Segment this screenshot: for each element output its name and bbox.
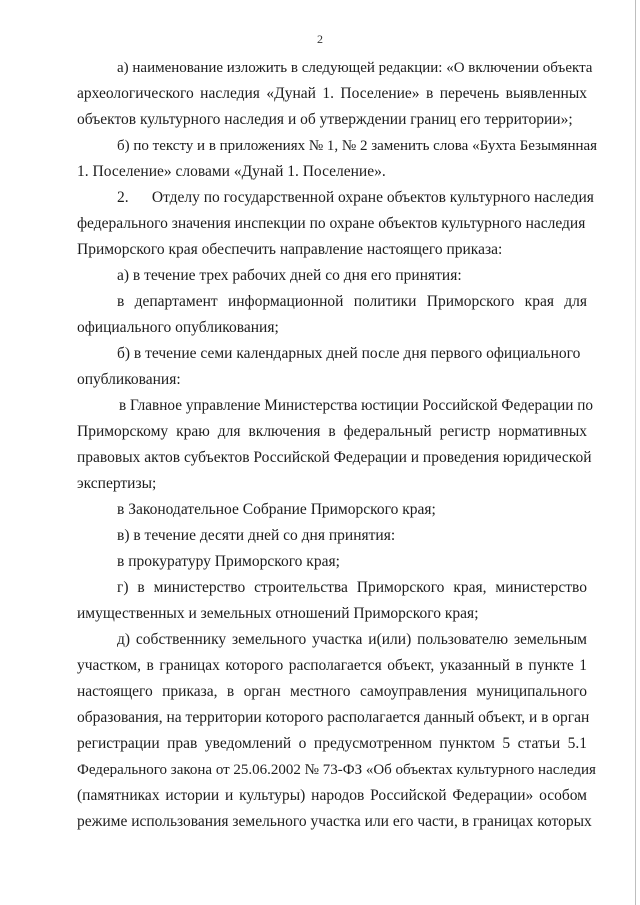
text-line: (памятниках истории и культуры) народов Российской Федерации» особом: [77, 787, 587, 804]
text-line: Федерального закона от 25.06.2002 № 73-ФЗ «Об объектах культурного наследия: [77, 762, 596, 778]
text-line: участком, в границах которого располагается объект, указанный в пункте 1: [77, 657, 587, 674]
text-line: в) в течение десяти дней со дня принятия:: [117, 527, 396, 544]
text-line: настоящего приказа, в орган местного самоуправления муниципального: [77, 683, 587, 700]
text-line: г) в министерство строительства Приморского края, министерство: [117, 579, 587, 596]
text-line: в Законодательное Собрание Приморского края;: [117, 501, 436, 518]
text-line: правовых актов субъектов Российской Федерации и проведения юридической: [77, 449, 592, 466]
text-line: в Главное управление Министерства юстиции Российской Федерации по: [119, 397, 594, 414]
text-line: образования, на территории которого располагается данный объект, и в орган: [77, 709, 590, 726]
page-number: 2: [317, 32, 323, 46]
text-line: Приморскому краю для включения в федеральный регистр нормативных: [77, 423, 587, 440]
text-line: официального опубликования;: [77, 319, 279, 336]
text-line: 1. Поселение» словами «Дунай 1. Поселение».: [77, 163, 386, 180]
text-line: д) собственнику земельного участка и(или) пользователю земельным: [117, 631, 587, 648]
text-line: опубликования:: [77, 371, 181, 388]
text-line: б) в течение семи календарных дней после дня первого официального: [117, 345, 581, 362]
text-line: археологического наследия «Дунай 1. Поселение» в перечень выявленных: [77, 85, 587, 102]
text-line: экспертизы;: [77, 475, 157, 492]
text-line: регистрации прав уведомлений о предусмотренном пунктом 5 статьи 5.1: [77, 735, 587, 752]
text-line: 2. Отделу по государственной охране объектов культурного наследия: [117, 189, 594, 206]
text-line: объектов культурного наследия и об утверждении границ его территории»;: [77, 111, 573, 128]
text-line: в прокуратуру Приморского края;: [117, 553, 340, 570]
text-line: имущественных и земельных отношений Приморского края;: [77, 605, 479, 622]
page-edge-line: [635, 0, 636, 905]
text-line: а) в течение трех рабочих дней со дня его принятия:: [117, 267, 462, 284]
text-line: б) по тексту и в приложениях № 1, № 2 заменить слова «Бухта Безымянная: [117, 138, 598, 154]
text-line: а) наименование изложить в следующей редакции: «О включении объекта: [117, 60, 593, 76]
text-line: федерального значения инспекции по охране объектов культурного наследия: [77, 215, 586, 232]
text-line: в департамент информационной политики Приморского края для: [117, 293, 587, 310]
text-line: режиме использования земельного участка или его части, в границах которых: [77, 813, 592, 830]
text-line: Приморского края обеспечить направление настоящего приказа:: [77, 241, 503, 258]
